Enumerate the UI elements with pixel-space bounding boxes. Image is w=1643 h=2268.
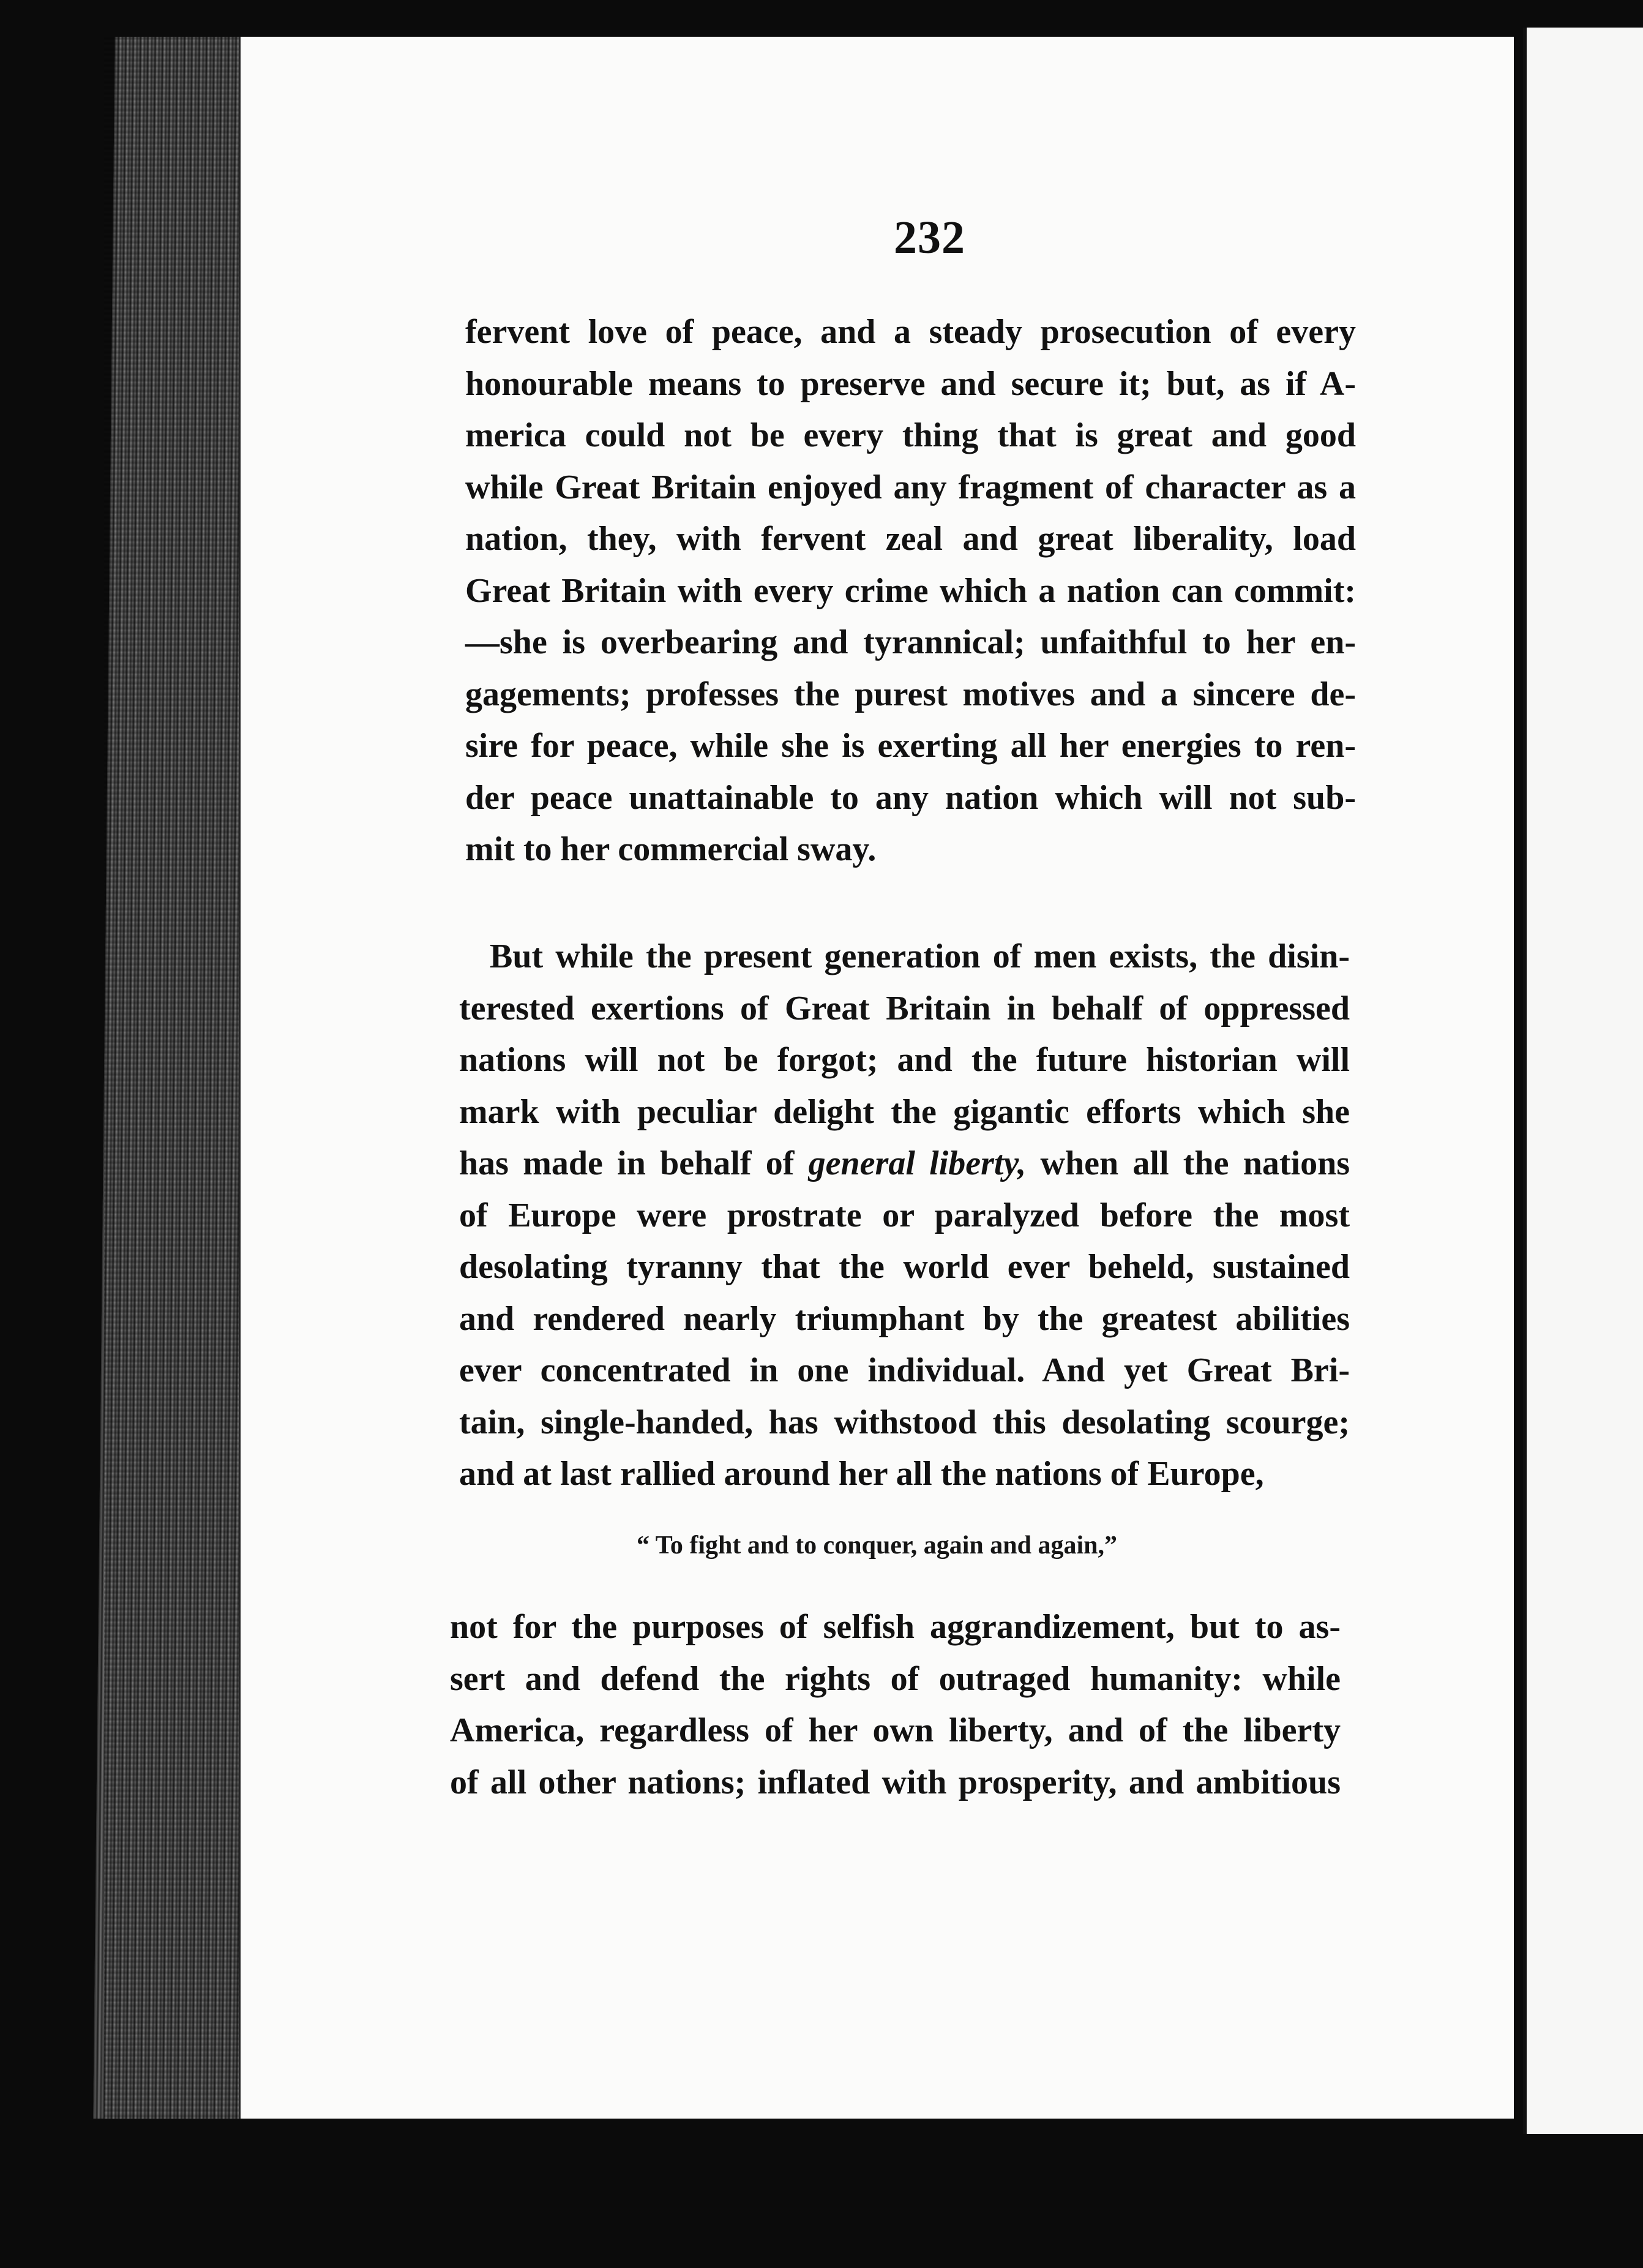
text-line: nations will not be forgot; and the future historian will (459, 1041, 1350, 1079)
text-line: of Europe were prostrate or paralyzed before the most (459, 1196, 1350, 1234)
text-line: sert and defend the rights of outraged humanity: while (450, 1659, 1341, 1698)
text-line: fervent love of peace, and a steady prosecution of every (465, 313, 1356, 351)
text-line: But while the present generation of men exists, the disin- (490, 937, 1350, 975)
text-line: merica could not be every thing that is great and good (465, 416, 1356, 454)
text-line: of all other nations; inflated with prosperity, and ambitious (450, 1763, 1341, 1801)
text-line: mark with peculiar delight the gigantic efforts which she (459, 1092, 1350, 1131)
page-number: 232 (894, 212, 965, 263)
text-run: when all the nations (1026, 1144, 1350, 1182)
text-line: tain, single-handed, has withstood this desolating scourge; (459, 1403, 1350, 1441)
text-run: has made in behalf of (459, 1144, 809, 1182)
text-line: Great Britain with every crime which a nation can commit: (465, 571, 1356, 610)
text-line: America, regardless of her own liberty, and of the liberty (450, 1711, 1341, 1749)
paragraph-1 (465, 306, 1356, 876)
text-line: terested exertions of Great Britain in behalf of oppressed (459, 989, 1350, 1027)
text-line (459, 1138, 1350, 1190)
adjacent-page-edge (1523, 28, 1643, 2134)
text-line: gagements; professes the purest motives and a sincere de- (465, 675, 1356, 713)
text-line: sire for peace, while she is exerting all her energies to ren- (465, 727, 1356, 765)
text-line: honourable means to preserve and secure it; but, as if A- (465, 364, 1356, 403)
fore-edge-texture (104, 37, 257, 2119)
italic-phrase: general liberty, (808, 1144, 1027, 1182)
text-line: while Great Britain enjoyed any fragment of character as a (465, 468, 1356, 506)
text-line: desolating tyranny that the world ever beheld, sustained (459, 1248, 1350, 1286)
paragraph-2 (459, 931, 1350, 1500)
text-line: nation, they, with fervent zeal and great liberality, load (465, 520, 1356, 558)
text-line: —she is overbearing and tyrannical; unfaithful to her en- (465, 623, 1356, 661)
paragraph-3 (450, 1601, 1341, 1808)
text-line: and rendered nearly triumphant by the greatest abilities (459, 1299, 1350, 1338)
text-line: ever concentrated in one individual. And yet Great Bri- (459, 1351, 1350, 1389)
text-line: not for the purposes of selfish aggrandizement, but to as- (450, 1608, 1341, 1646)
text-line: and at last rallied around her all the nations of Europe, (459, 1455, 1264, 1493)
text-line: mit to her commercial sway. (465, 830, 877, 868)
block-quote: “ To fight and to conquer, again and again,” (637, 1531, 1118, 1560)
text-line: der peace unattainable to any nation which will not sub- (465, 778, 1356, 817)
